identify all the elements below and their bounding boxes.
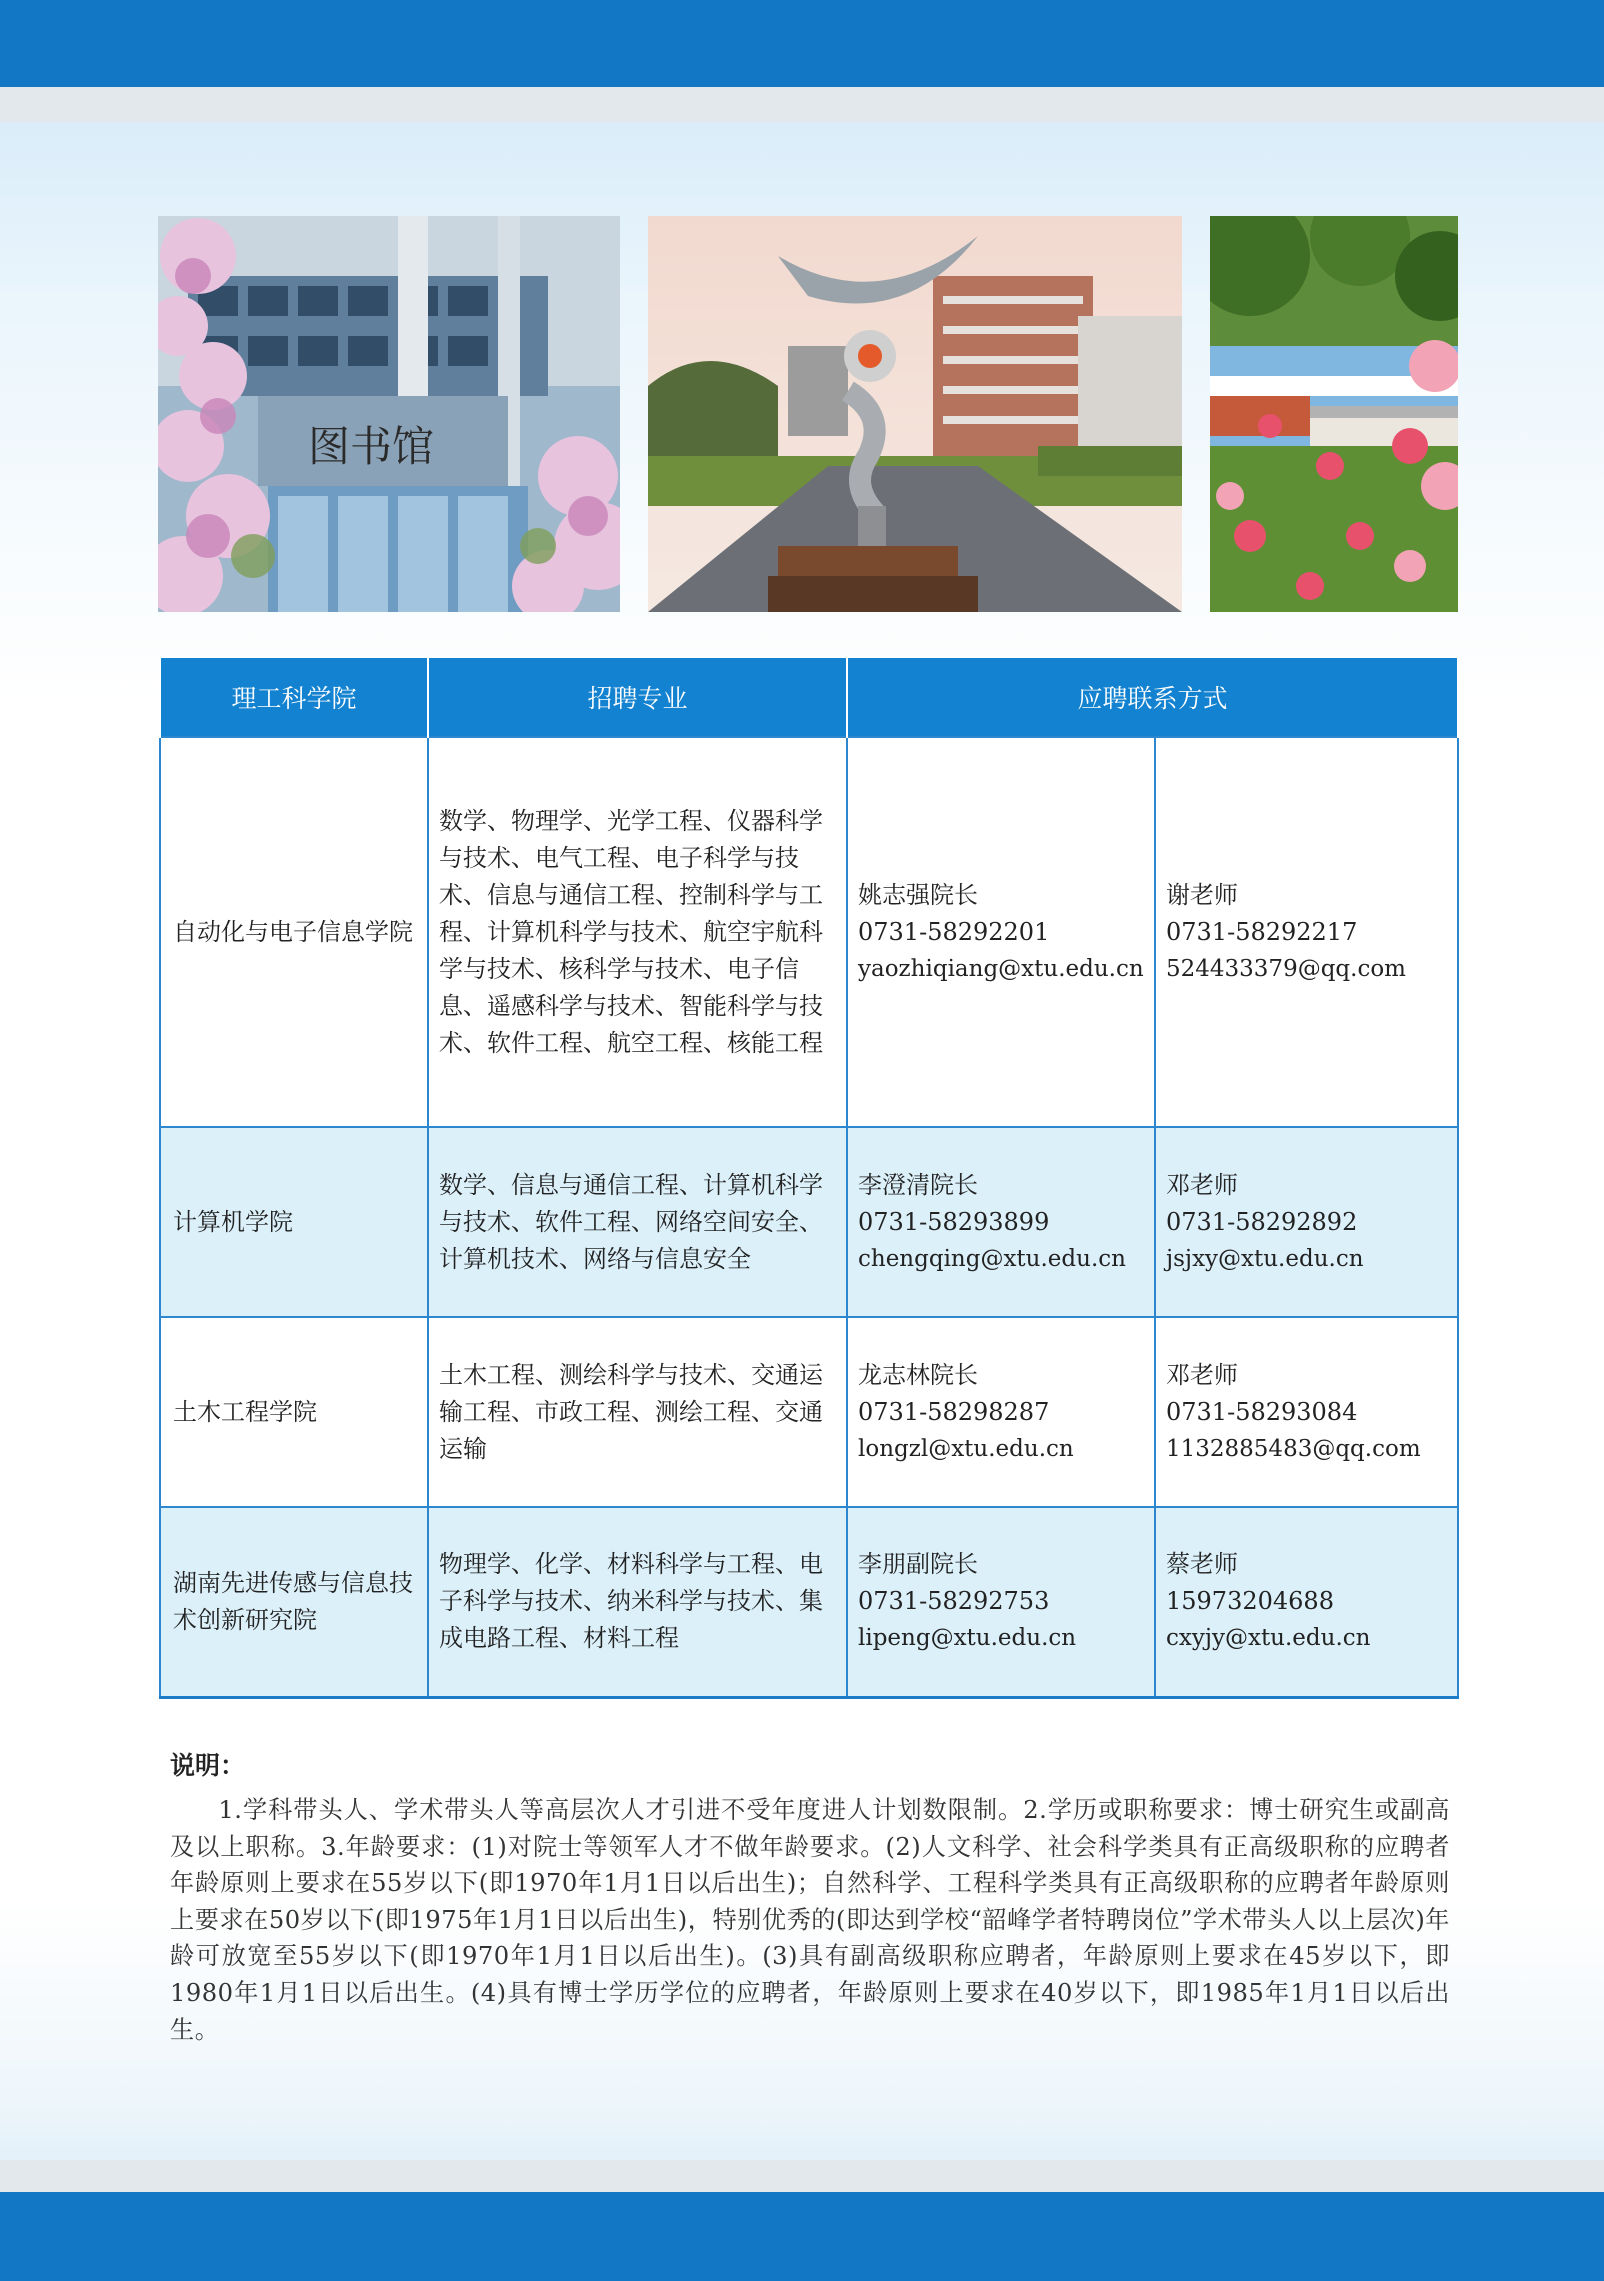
table-row	[160, 1127, 1458, 1317]
contact-phone: 0731-58292217	[1166, 917, 1358, 946]
contact-staff	[1155, 1317, 1458, 1507]
contact-name: 姚志强院长	[858, 880, 978, 909]
table-row	[160, 1507, 1458, 1697]
contact-name: 邓老师	[1166, 1170, 1238, 1199]
table-header-row	[160, 658, 1458, 737]
contact-email: yaozhiqiang@xtu.edu.cn	[858, 955, 1144, 982]
top-banner	[0, 0, 1604, 87]
contact-name: 李澄清院长	[858, 1170, 978, 1199]
contact-email: cxyjy@xtu.edu.cn	[1166, 1625, 1371, 1652]
table-row	[160, 737, 1458, 1127]
contact-name: 邓老师	[1166, 1360, 1238, 1389]
contact-staff	[1155, 1127, 1458, 1317]
contact-name: 蔡老师	[1166, 1550, 1238, 1579]
bottom-banner-strip	[0, 2160, 1604, 2192]
bottom-banner	[0, 2192, 1604, 2281]
notes-section	[170, 1746, 1450, 2048]
contact-phone: 0731-58292753	[858, 1587, 1050, 1616]
header-college: 理工科学院	[160, 658, 428, 737]
contact-email: lipeng@xtu.edu.cn	[858, 1625, 1077, 1652]
notes-body: 1.学科带头人、学术带头人等高层次人才引进不受年度进人计划数限制。2.学历或职称要求：博士研究生或副高及以上职称。3.年龄要求：(1)对院士等领军人才不做年龄要求。(2)人文科学、社会科学类具有正高级职称的应聘者年龄原则上要求在55岁以下(即1970年1月1日以后出生)；自然科学、工程科学类具有正高级职称的应聘者年龄原则上要求在50岁以下(即1975年1月1日以后出生)，特别优秀的(即达到学校“韶峰学者特聘岗位”学术带头人以上层次)年龄可放宽至55岁以下(即1970年1月1日以后出生)。(3)具有副高级职称应聘者，年龄原则上要求在45岁以下，即1980年1月1日以后出生。(4)具有博士学历学位的应聘者，年龄原则上要求在40岁以下，即1985年1月1日以后出生。	[170, 1796, 1450, 2044]
header-contact: 应聘联系方式	[847, 658, 1458, 737]
contact-phone: 0731-58292201	[858, 917, 1050, 946]
contact-dean	[847, 1507, 1155, 1697]
college-name: 计算机学院	[160, 1127, 428, 1317]
contact-email: chengqing@xtu.edu.cn	[858, 1245, 1126, 1272]
contact-phone: 0731-58292892	[1166, 1207, 1358, 1236]
contact-phone: 0731-58293899	[858, 1207, 1050, 1236]
campus-sculpture-photo	[648, 216, 1182, 612]
majors-list: 物理学、化学、材料科学与工程、电子科学与技术、纳米科学与技术、集成电路工程、材料工程	[428, 1507, 847, 1697]
contact-email: jsjxy@xtu.edu.cn	[1166, 1245, 1364, 1272]
header-majors: 招聘专业	[428, 658, 847, 737]
contact-phone: 0731-58298287	[858, 1397, 1050, 1426]
college-name: 土木工程学院	[160, 1317, 428, 1507]
contact-email: longzl@xtu.edu.cn	[858, 1435, 1074, 1462]
campus-garden-flowers-photo	[1210, 216, 1458, 612]
contact-email: 524433379@qq.com	[1166, 955, 1406, 982]
library-building-photo	[158, 216, 620, 612]
contact-phone: 15973204688	[1166, 1587, 1334, 1616]
library-sign-text: 图书馆	[308, 422, 435, 471]
contact-staff	[1155, 737, 1458, 1127]
contact-dean	[847, 1317, 1155, 1507]
contact-email: 1132885483@qq.com	[1166, 1435, 1421, 1462]
table-row	[160, 1317, 1458, 1507]
majors-list: 土木工程、测绘科学与技术、交通运输工程、市政工程、测绘工程、交通运输	[428, 1317, 847, 1507]
contact-dean	[847, 737, 1155, 1127]
majors-list: 数学、信息与通信工程、计算机科学与技术、软件工程、网络空间安全、计算机技术、网络与信息安全	[428, 1127, 847, 1317]
contact-dean	[847, 1127, 1155, 1317]
contact-name: 李朋副院长	[858, 1550, 978, 1579]
top-banner-strip	[0, 87, 1604, 122]
college-name: 自动化与电子信息学院	[160, 737, 428, 1127]
contact-name: 谢老师	[1166, 880, 1238, 909]
college-name: 湖南先进传感与信息技术创新研究院	[160, 1507, 428, 1697]
contact-staff	[1155, 1507, 1458, 1697]
contact-name: 龙志林院长	[858, 1360, 978, 1389]
notes-title: 说明：	[170, 1751, 246, 1780]
recruitment-table	[159, 658, 1459, 1699]
majors-list: 数学、物理学、光学工程、仪器科学与技术、电气工程、电子科学与技术、信息与通信工程、控制科学与工程、计算机科学与技术、航空宇航科学与技术、核科学与技术、电子信息、遥感科学与技术、智能科学与技术、软件工程、航空工程、核能工程	[428, 737, 847, 1127]
contact-phone: 0731-58293084	[1166, 1397, 1358, 1426]
